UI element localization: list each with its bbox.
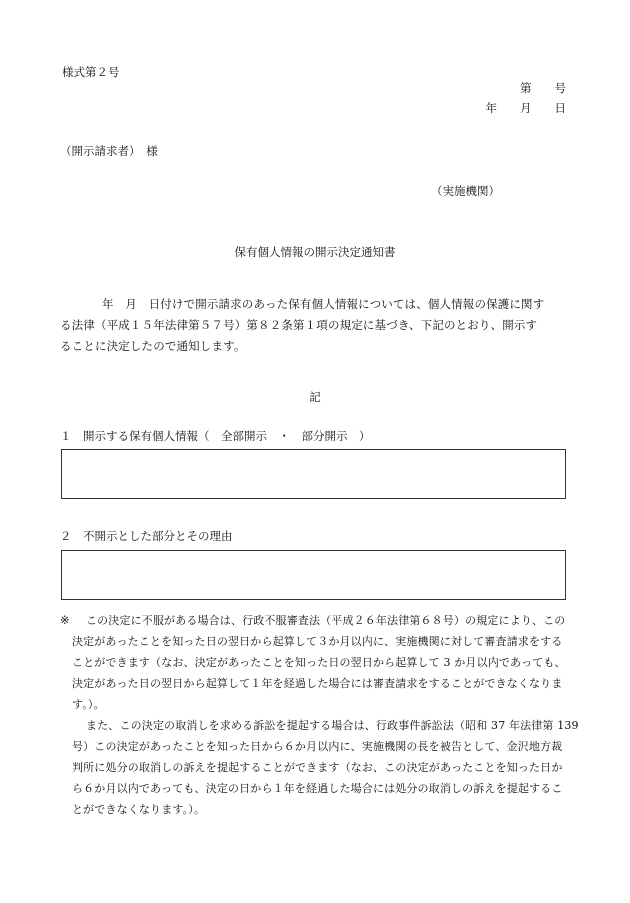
note2-line: とができなくなります。）。 xyxy=(72,803,206,816)
note2-line: 判所に処分の取消しの訴えを提起することができます（なお、この決定があったことを知った日か xyxy=(72,761,563,774)
note2-line: また、この決定の取消しを求める訴訟を提起する場合は、行政事件訴訟法（昭和 37 年法律第 139 xyxy=(86,719,579,732)
note-line: 決定があったことを知った日の翌日から起算して３か月以内に、実施機関に対して審査請求をする xyxy=(72,635,563,648)
document-number: 第 号 xyxy=(520,81,566,95)
body-line: ることに決定したので通知します。 xyxy=(60,339,246,353)
body-line: る法律（平成１５年法律第５７号）第８２条第１項の規定に基づき、下記のとおり、開示す xyxy=(60,318,538,332)
note2-paragraph xyxy=(72,715,579,820)
note-line: す。）。 xyxy=(72,698,105,711)
document-title: 保有個人情報の開示決定通知書 xyxy=(234,245,396,259)
addressee: （開示請求者） 様 xyxy=(60,144,158,158)
section2-heading: ２ 不開示とした部分とその理由 xyxy=(60,529,233,543)
body-paragraph xyxy=(60,294,580,357)
note-line: この決定に不服がある場合は、行政不服審査法（平成２６年法律第６８号）の規定により、この xyxy=(86,614,566,627)
note2-line: ら６か月以内であっても、決定の日から１年を経過した場合には処分の取消しの訴えを提起するこ xyxy=(72,782,563,795)
form-number: 様式第２号 xyxy=(62,65,120,79)
section2-box xyxy=(61,550,566,600)
ki-heading: 記 xyxy=(309,390,321,404)
body-line: 年 月 日付けで開示請求のあった保有個人情報については、個人情報の保護に関す xyxy=(102,297,545,311)
note2-line: 号）この決定があったことを知った日から６か月以内に、実施機関の長を被告として、金沢地方裁 xyxy=(72,740,563,753)
note-paragraph xyxy=(72,610,572,715)
note-line: ことができます（なお、決定があったことを知った日の翌日から起算して 3 か月以内であっても、 xyxy=(72,656,566,669)
document-date: 年 月 日 xyxy=(485,101,566,115)
note-line: 決定があった日の翌日から起算して１年を経過した場合には審査請求をすることができなくなりま xyxy=(72,677,563,690)
section1-heading: １ 開示する保有個人情報（ 全部開示 ・ 部分開示 ） xyxy=(60,429,371,443)
note-mark: ※ xyxy=(60,613,70,627)
issuer: （実施機関） xyxy=(431,184,500,198)
section1-box xyxy=(61,449,566,499)
